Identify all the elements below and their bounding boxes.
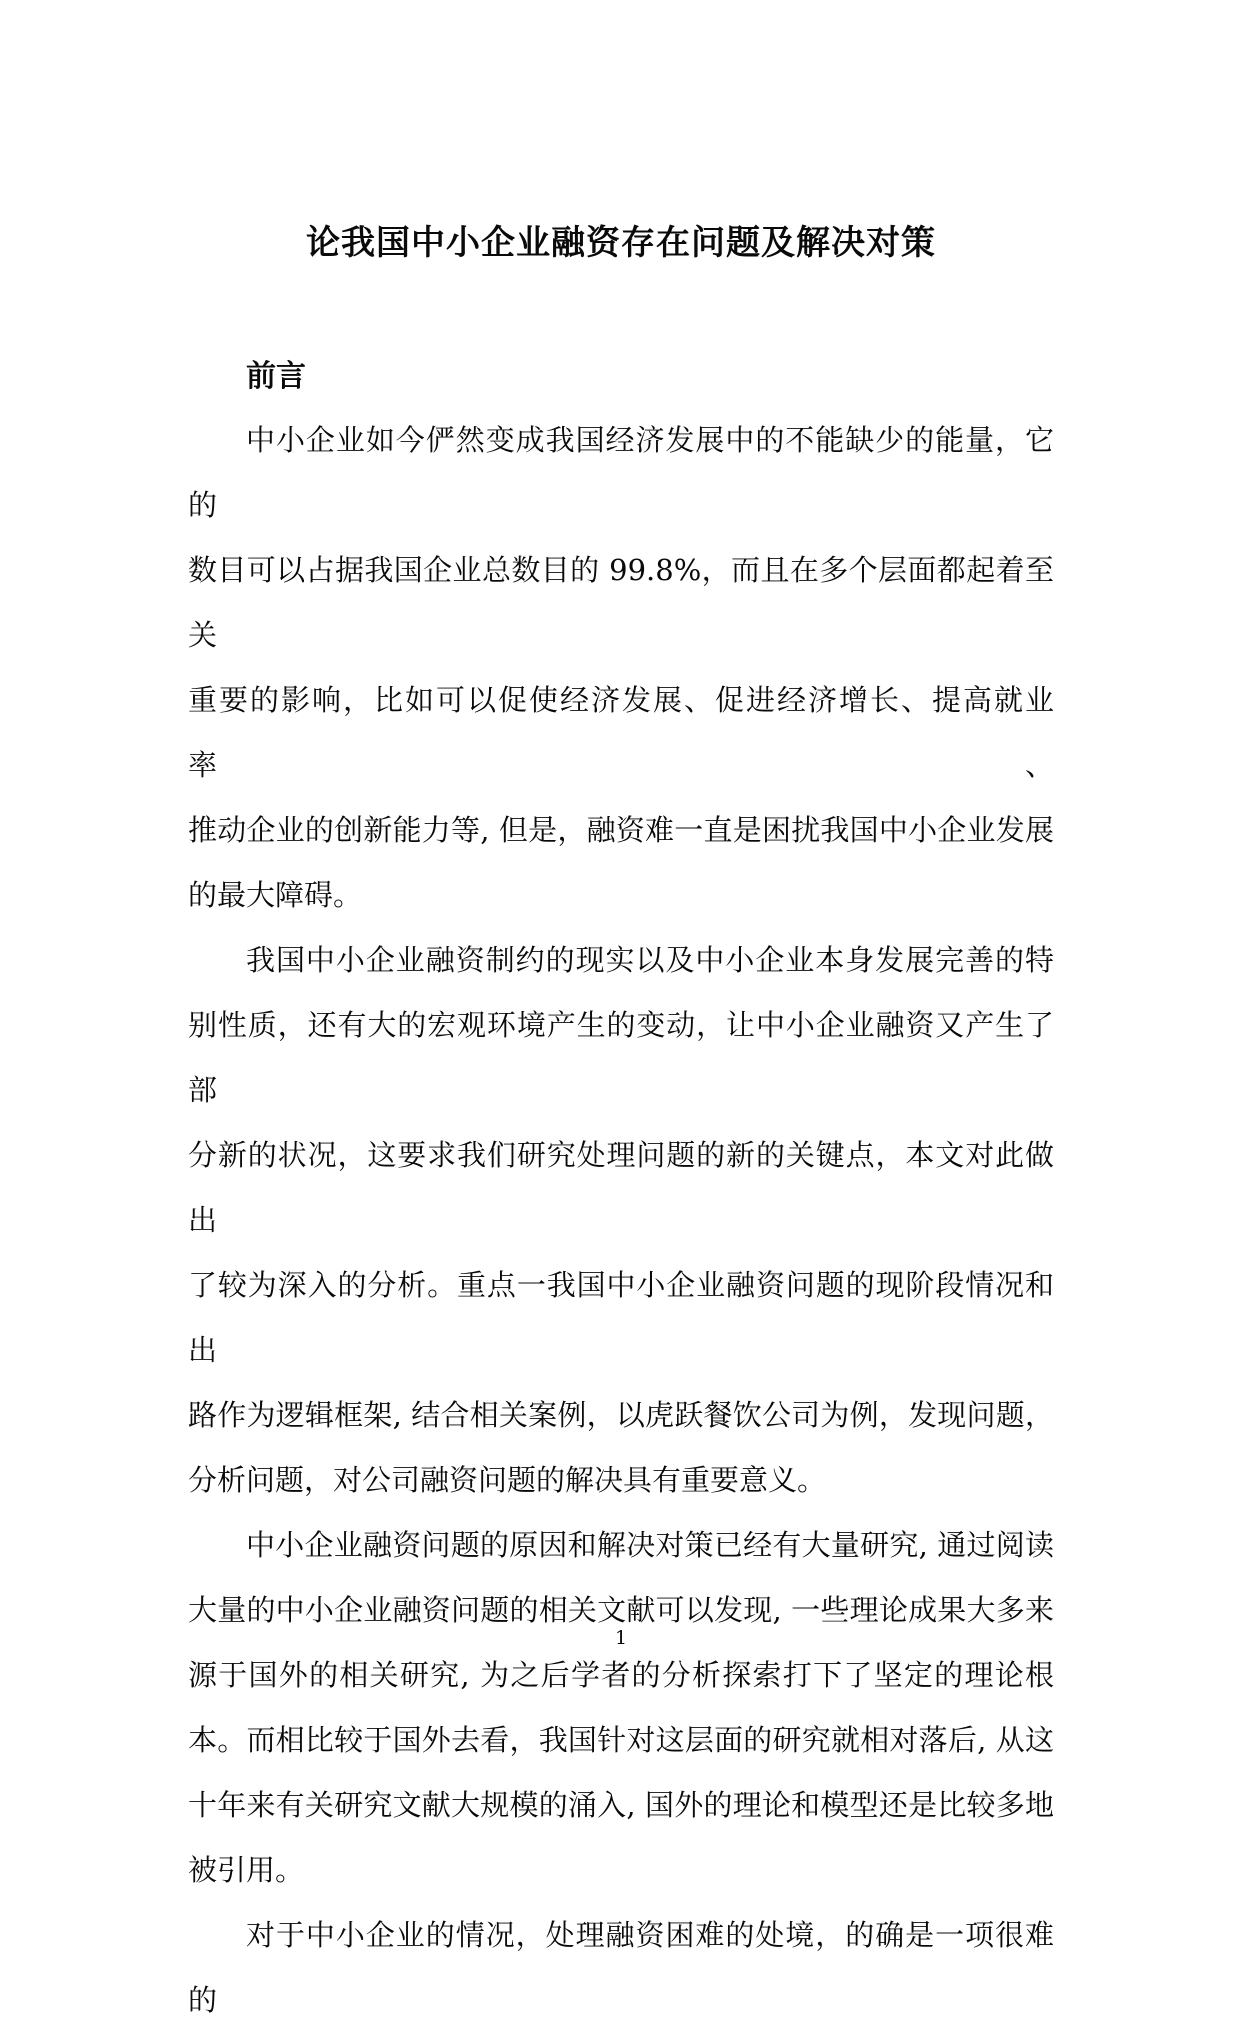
paragraph-4 — [188, 1903, 1054, 2033]
text-line: 被引用。 — [188, 1853, 305, 1887]
text-line: 分新的状况，这要求我们研究处理问题的新的关键点，本文对此做出 — [188, 1138, 1054, 1237]
text-line: 了较为深入的分析。重点一我国中小企业融资问题的现阶段情况和出 — [188, 1268, 1054, 1367]
text-line: 十年来有关研究文献大规模的涌入, 国外的理论和模型还是比较多地 — [188, 1788, 1054, 1822]
document-body — [188, 408, 1054, 2033]
text-line: 本。而相比较于国外去看，我国针对这层面的研究就相对落后, 从这 — [188, 1723, 1054, 1757]
text-line: 重要的影响，比如可以促使经济发展、促进经济增长、提高就业率、 — [188, 683, 1054, 782]
paragraph-3 — [188, 1513, 1054, 1903]
text-line: 路作为逻辑框架, 结合相关案例，以虎跃餐饮公司为例，发现问题， — [188, 1398, 1054, 1432]
text-line: 分析问题，对公司融资问题的解决具有重要意义。 — [188, 1463, 827, 1497]
paragraph-2 — [188, 928, 1054, 1513]
text-line: 的最大障碍。 — [188, 878, 363, 912]
text-line: 中小企业如今俨然变成我国经济发展中的不能缺少的能量，它的 — [188, 423, 1054, 522]
text-line: 数目可以占据我国企业总数目的 99.8%，而且在多个层面都起着至关 — [188, 553, 1054, 652]
paragraph-1 — [188, 408, 1054, 928]
text-line: 推动企业的创新能力等, 但是，融资难一直是困扰我国中小企业发展 — [188, 813, 1054, 847]
page-number: 1 — [614, 1627, 628, 1649]
text-line: 大量的中小企业融资问题的相关文献可以发现, 一些理论成果大多来 — [188, 1593, 1054, 1627]
text-line: 我国中小企业融资制约的现实以及中小企业本身发展完善的特 — [246, 943, 1054, 977]
text-line: 别性质，还有大的宏观环境产生的变动，让中小企业融资又产生了部 — [188, 1008, 1054, 1107]
page-title: 论我国中小企业融资存在问题及解决对策 — [306, 223, 936, 263]
text-line: 源于国外的相关研究, 为之后学者的分析探索打下了坚定的理论根 — [188, 1658, 1054, 1692]
section-heading-foreword: 前言 — [246, 359, 306, 394]
text-line: 中小企业融资问题的原因和解决对策已经有大量研究, 通过阅读 — [246, 1528, 1054, 1562]
text-line: 对于中小企业的情况，处理融资困难的处境，的确是一项很难的 — [188, 1918, 1054, 2017]
